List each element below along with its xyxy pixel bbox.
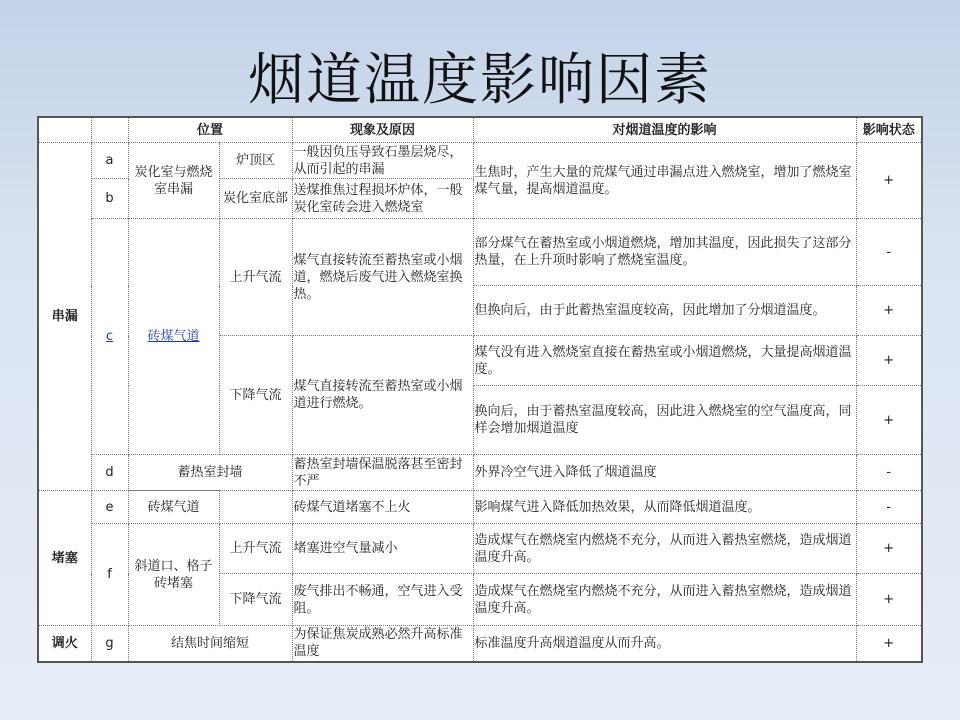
phenomenon-cell: 为保证焦炭成熟必然升高标准温度: [292, 626, 473, 662]
effect-cell: 煤气没有进入燃烧室直接在蓄热室或小烟道燃烧，大量提高烟道温度。: [473, 336, 856, 386]
header-effect: 对烟道温度的影响: [473, 117, 856, 143]
phenomenon-cell: 堵塞进空气量减小: [292, 524, 473, 574]
effect-cell: 外界冷空气进入降低了烟道温度: [473, 455, 856, 491]
row-id: b: [91, 179, 128, 219]
position-sub: 炭化室底部: [219, 179, 292, 219]
phenomenon-cell: 蓄热室封墙保温脱落甚至密封不严: [292, 455, 473, 491]
header-phenomenon: 现象及原因: [292, 117, 473, 143]
row-id: d: [91, 455, 128, 491]
effect-cell: 部分煤气在蓄热室或小烟道燃烧，增加其温度，因此损失了这部分热量，在上升项时影响了燃烧室温度。: [473, 219, 856, 286]
effect-cell: 标准温度升高烟道温度从而升高。: [473, 626, 856, 662]
row-id: g: [91, 626, 128, 662]
page-title: 烟道温度影响因素: [248, 48, 712, 113]
phenomenon-cell: 砖煤气道堵塞不上火: [292, 491, 473, 524]
effect-cell: 生焦时，产生大量的荒煤气通过串漏点进入燃烧室，增加了燃烧室煤气量，提高烟道温度。: [473, 143, 856, 219]
flow-up: 上升气流: [219, 524, 292, 574]
state-cell: +: [856, 143, 922, 219]
table-row: [38, 219, 922, 286]
state-cell: +: [856, 626, 922, 662]
state-cell: -: [856, 491, 922, 524]
row-id: f: [91, 524, 128, 626]
state-cell: +: [856, 386, 922, 455]
position-cell: 结焦时间缩短: [128, 626, 292, 662]
phenomenon-cell: 煤气直接转流至蓄热室或小烟道进行燃烧。: [292, 336, 473, 455]
effect-cell: 但换向后，由于此蓄热室温度较高，因此增加了分烟道温度。: [473, 286, 856, 336]
table-row: [38, 455, 922, 491]
state-cell: +: [856, 524, 922, 574]
header-position: 位置: [128, 117, 292, 143]
position-cell: 蓄热室封墙: [128, 455, 292, 491]
row-id: a: [91, 143, 128, 179]
position-main: 斜道口、格子砖堵塞: [128, 524, 219, 626]
category-fire: 调火: [38, 626, 91, 662]
state-cell: +: [856, 286, 922, 336]
position-main: 炭化室与燃烧室串漏: [128, 143, 219, 219]
header-row: [38, 117, 922, 143]
position-sub: 炉顶区: [219, 143, 292, 179]
position-cell: 砖煤气道: [128, 491, 219, 524]
row-id: e: [91, 491, 128, 524]
header-state: 影响状态: [856, 117, 922, 143]
category-leak: 串漏: [38, 143, 91, 491]
factors-table: [37, 116, 923, 663]
effect-cell: 换向后，由于蓄热室温度较高，因此进入燃烧室的空气温度高，同样会增加烟道温度: [473, 386, 856, 455]
row-link-c[interactable]: c: [105, 329, 114, 344]
category-block: 堵塞: [38, 491, 91, 626]
flow-down: 下降气流: [219, 336, 292, 455]
table-row: [38, 626, 922, 662]
table-row: [38, 143, 922, 179]
state-cell: +: [856, 336, 922, 386]
phenomenon-cell: 废气排出不畅通，空气进入受阻。: [292, 574, 473, 626]
effect-cell: 造成煤气在燃烧室内燃烧不充分，从而进入蓄热室燃烧，造成烟道温度升高。: [473, 574, 856, 626]
position-link-brick-gas-channel[interactable]: 砖煤气道: [147, 329, 200, 344]
table-row: [38, 491, 922, 524]
effect-cell: 造成煤气在燃烧室内燃烧不充分，从而进入蓄热室燃烧，造成烟道温度升高。: [473, 524, 856, 574]
table-row: [38, 524, 922, 574]
flow-down: 下降气流: [219, 574, 292, 626]
phenomenon-cell: 煤气直接转流至蓄热室或小烟道，燃烧后废气进入燃烧室换热。: [292, 219, 473, 336]
phenomenon-cell: 送煤推焦过程损坏炉体，一般炭化室砖会进入燃烧室: [292, 179, 473, 219]
state-cell: -: [856, 219, 922, 286]
state-cell: +: [856, 574, 922, 626]
flow-up: 上升气流: [219, 219, 292, 336]
phenomenon-cell: 一般因负压导致石墨层烧尽，从而引起的串漏: [292, 143, 473, 179]
effect-cell: 影响煤气进入降低加热效果，从而降低烟道温度。: [473, 491, 856, 524]
state-cell: -: [856, 455, 922, 491]
